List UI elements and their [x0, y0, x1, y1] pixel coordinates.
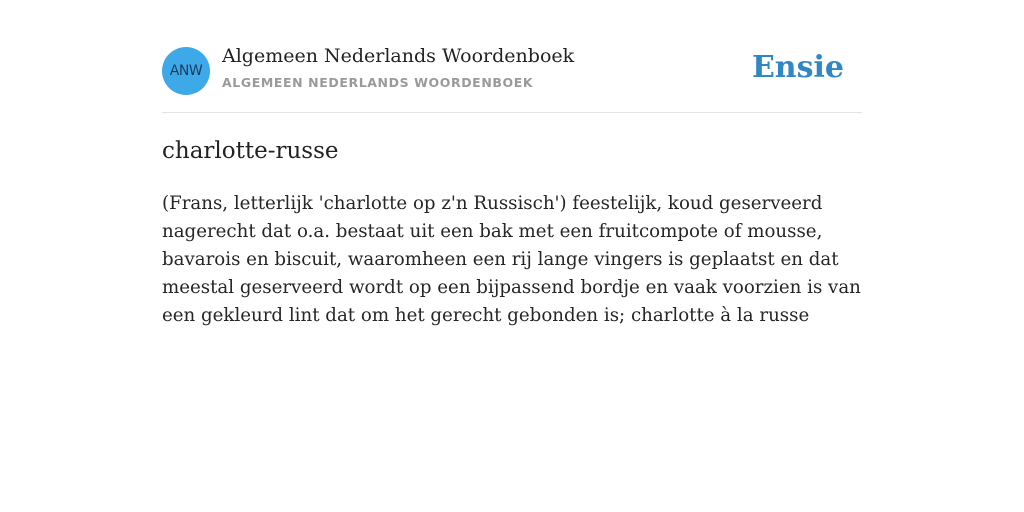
source-subtitle: ALGEMEEN NEDERLANDS WOORDENBOEK	[222, 75, 534, 90]
source-title[interactable]: Algemeen Nederlands Woordenboek	[222, 45, 575, 67]
entry-definition: (Frans, letterlijk 'charlotte op z'n Russisch') feestelijk, koud geserveerd nagerecht dat o.a. bestaat uit een bak met een fruitcompote of mousse, bavarois en biscuit, waaromheen een rij lange vingers is geplaatst en dat meestal geserveerd wordt op een bijpassend bordje en vaak voorzien is van een gekleurd lint dat om het gerecht gebonden is; charlotte à la russe	[162, 193, 861, 326]
source-logo-text: ANW	[169, 63, 203, 79]
ensie-brand-logo[interactable]: Ensie	[751, 50, 844, 85]
source-logo[interactable]	[162, 47, 210, 95]
definition-card	[162, 0, 862, 326]
entry-term: charlotte-russe	[162, 138, 339, 164]
source-header	[162, 0, 862, 113]
